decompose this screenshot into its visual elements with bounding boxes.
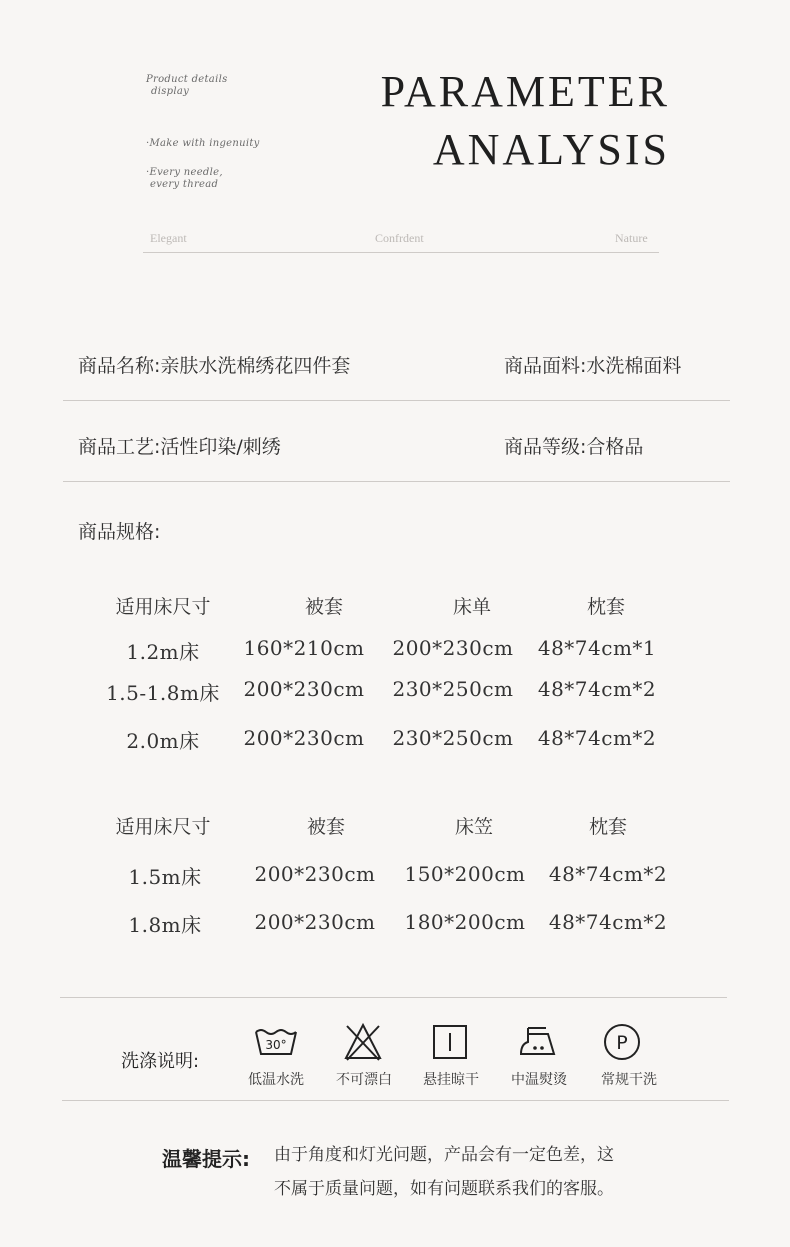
t2-row1-fitted: 150*200cm xyxy=(404,862,526,886)
t1-row1-pillow: 48*74cm*1 xyxy=(537,636,657,660)
display-text: display xyxy=(151,86,190,97)
t1-row2-duvet: 200*230cm xyxy=(243,677,365,701)
t1-header-sheet: 床单 xyxy=(452,596,491,618)
care-divider-bottom xyxy=(62,1100,729,1101)
hang-dry-icon xyxy=(428,1022,472,1066)
tip-line-1: 由于角度和灯光问题，产品会有一定色差，这 xyxy=(274,1145,614,1165)
t2-row2-size: 1.8m床 xyxy=(128,913,202,937)
t2-header-fitted: 床笠 xyxy=(454,816,493,838)
tip-title: 温馨提示: xyxy=(162,1147,250,1171)
care-text-wash: 低温水洗 xyxy=(248,1072,304,1088)
product-details-text: Product details xyxy=(146,74,228,85)
t1-row2-sheet: 230*250cm xyxy=(392,677,514,701)
t1-row3-pillow: 48*74cm*2 xyxy=(537,726,657,750)
product-name: 商品名称:亲肤水洗棉绣花四件套 xyxy=(78,355,351,377)
care-divider-top xyxy=(60,997,727,998)
product-fabric: 商品面料:水洗棉面料 xyxy=(504,355,682,377)
care-text-iron: 中温熨烫 xyxy=(511,1072,567,1088)
t1-row3-size: 2.0m床 xyxy=(126,729,200,753)
t1-header-duvet: 被套 xyxy=(304,596,343,618)
t2-row1-pillow: 48*74cm*2 xyxy=(548,862,668,886)
no-bleach-icon xyxy=(341,1022,385,1066)
info-divider-2 xyxy=(63,481,730,482)
care-text-bleach: 不可漂白 xyxy=(336,1072,392,1088)
svg-text:P: P xyxy=(616,1032,628,1054)
t2-header-duvet: 被套 xyxy=(306,816,345,838)
t1-header-pillow: 枕套 xyxy=(586,596,625,618)
product-craft: 商品工艺:活性印染/刺绣 xyxy=(78,436,281,458)
care-label: 洗涤说明: xyxy=(121,1051,200,1072)
t2-header-pillow: 枕套 xyxy=(588,816,627,838)
t1-row3-duvet: 200*230cm xyxy=(243,726,365,750)
t1-row2-size: 1.5-1.8m床 xyxy=(106,681,220,705)
iron-medium-icon xyxy=(516,1022,560,1066)
care-text-dry: 悬挂晾干 xyxy=(423,1072,479,1088)
t2-row1-duvet: 200*230cm xyxy=(254,862,376,886)
every-thread-text: every thread xyxy=(150,179,219,190)
t1-row3-sheet: 230*250cm xyxy=(392,726,514,750)
make-with-text: ·Make with ingenuity xyxy=(146,138,260,149)
dry-clean-p-icon xyxy=(600,1022,644,1066)
info-divider-1 xyxy=(63,400,730,401)
t1-row1-size: 1.2m床 xyxy=(126,640,200,664)
tagline-nature: Nature xyxy=(615,231,648,245)
t1-row1-sheet: 200*230cm xyxy=(392,636,514,660)
spec-label: 商品规格: xyxy=(78,521,161,543)
t2-header-size: 适用床尺寸 xyxy=(115,816,211,838)
tagline-elegant: Elegant xyxy=(150,231,187,245)
t2-row2-fitted: 180*200cm xyxy=(404,910,526,934)
product-grade: 商品等级:合格品 xyxy=(504,436,644,458)
care-text-dryclean: 常规干洗 xyxy=(601,1072,657,1088)
title-parameter: PARAMETER xyxy=(380,67,670,116)
t2-row2-pillow: 48*74cm*2 xyxy=(548,910,668,934)
t2-row1-size: 1.5m床 xyxy=(128,865,202,889)
tip-line-2: 不属于质量问题，如有问题联系我们的客服。 xyxy=(274,1179,614,1199)
t2-row2-duvet: 200*230cm xyxy=(254,910,376,934)
header-divider xyxy=(143,252,659,253)
title-analysis: ANALYSIS xyxy=(432,125,670,174)
wash-30-icon xyxy=(254,1024,298,1068)
tagline-confident: Confrdent xyxy=(375,231,424,245)
every-needle-text: ·Every needle, xyxy=(146,167,223,178)
t1-header-size: 适用床尺寸 xyxy=(115,596,211,618)
t1-row2-pillow: 48*74cm*2 xyxy=(537,677,657,701)
t1-row1-duvet: 160*210cm xyxy=(243,636,365,660)
svg-text:30°: 30° xyxy=(265,1038,287,1052)
